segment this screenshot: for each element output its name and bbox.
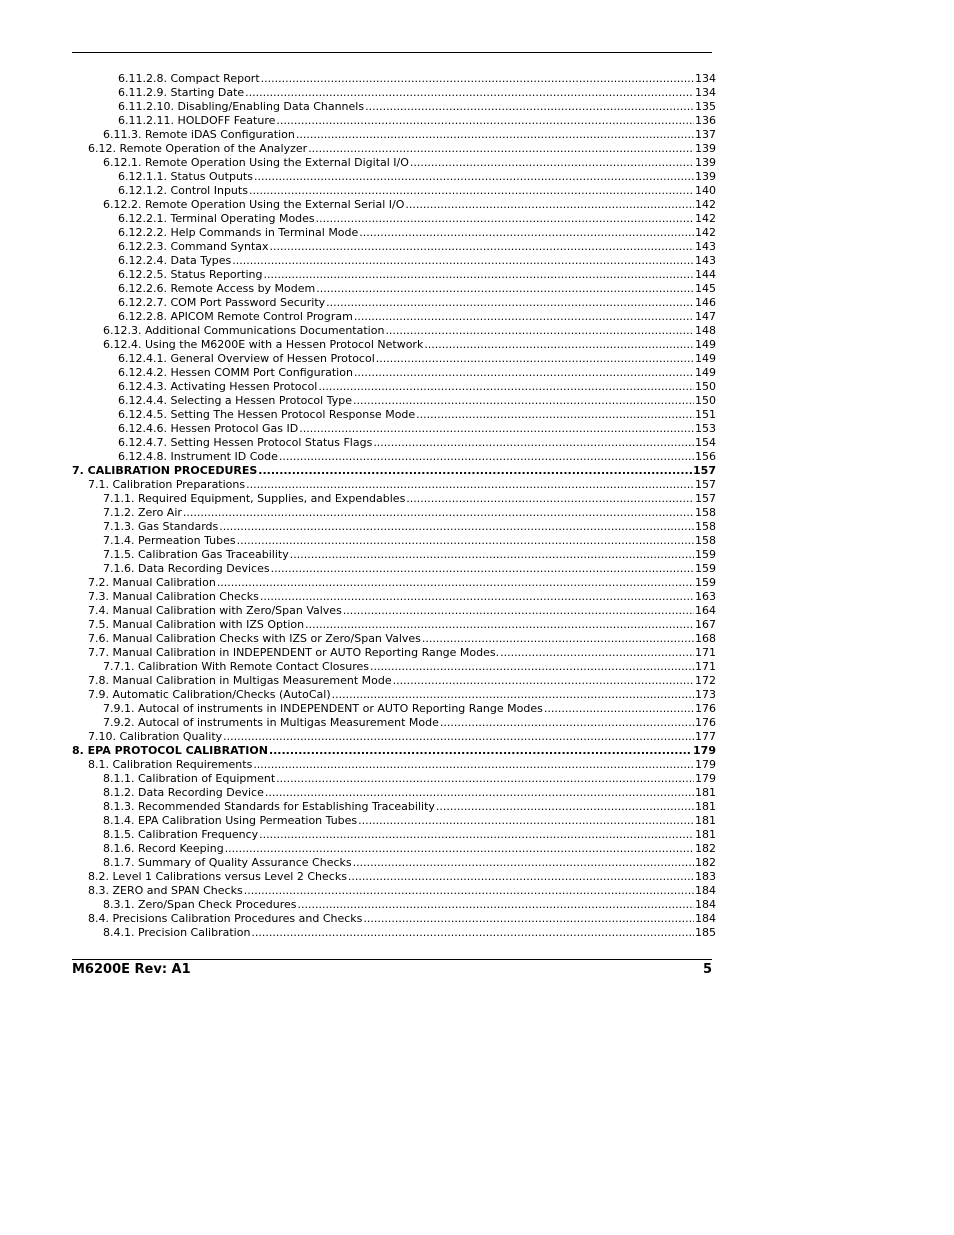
toc-entry-page: 142 (695, 198, 716, 211)
toc-dot-leader (296, 128, 694, 142)
toc-dot-leader (373, 436, 694, 450)
toc-entry[interactable] (72, 604, 716, 618)
toc-dot-leader (376, 352, 694, 366)
toc-entry[interactable] (72, 772, 716, 786)
toc-dot-leader (265, 786, 694, 800)
toc-entry-page: 139 (695, 142, 716, 155)
toc-entry[interactable] (72, 562, 716, 576)
toc-dot-leader (348, 870, 694, 884)
toc-entry-page: 181 (695, 786, 716, 799)
toc-dot-leader (261, 72, 694, 86)
footer-rule (72, 959, 712, 960)
toc-entry-page: 136 (695, 114, 716, 127)
toc-entry-page: 139 (695, 156, 716, 169)
toc-entry[interactable] (72, 100, 716, 114)
toc-dot-leader (308, 142, 694, 156)
toc-entry-title: 6.12.4.1. General Overview of Hessen Protocol (118, 352, 375, 365)
toc-entry[interactable] (72, 324, 716, 338)
toc-dot-leader (271, 562, 694, 576)
toc-entry-page: 181 (695, 828, 716, 841)
toc-entry[interactable] (72, 688, 716, 702)
toc-entry[interactable] (72, 492, 716, 506)
toc-dot-leader (358, 814, 694, 828)
toc-entry[interactable] (72, 926, 716, 940)
toc-entry-page: 177 (695, 730, 716, 743)
toc-entry[interactable] (72, 366, 716, 380)
toc-dot-leader (359, 226, 694, 240)
toc-entry-title: 8.1.6. Record Keeping (103, 842, 224, 855)
toc-entry[interactable] (72, 744, 716, 758)
toc-entry[interactable] (72, 408, 716, 422)
toc-entry-page: 159 (695, 576, 716, 589)
toc-entry-title: 6.11.3. Remote iDAS Configuration (103, 128, 295, 141)
toc-entry-page: 140 (695, 184, 716, 197)
toc-entry-title: 6.11.2.10. Disabling/Enabling Data Channels (118, 100, 365, 113)
toc-entry-page: 149 (695, 338, 716, 351)
toc-entry[interactable] (72, 534, 716, 548)
toc-entry-title: 7.7. Manual Calibration in INDEPENDENT or AUTO Reporting Range Modes. (88, 646, 500, 659)
toc-entry-page: 179 (693, 744, 716, 757)
toc-dot-leader (269, 744, 692, 758)
toc-entry-page: 158 (695, 506, 716, 519)
toc-entry[interactable] (72, 268, 716, 282)
toc-entry[interactable] (72, 156, 716, 170)
toc-entry-page: 164 (695, 604, 716, 617)
toc-entry[interactable] (72, 590, 716, 604)
toc-dot-leader (370, 660, 694, 674)
toc-entry-title: 6.12.2.7. COM Port Password Security (118, 296, 326, 309)
toc-entry-page: 176 (695, 702, 716, 715)
toc-entry-title: 7.3. Manual Calibration Checks (88, 590, 259, 603)
toc-entry[interactable] (72, 422, 716, 436)
toc-dot-leader (353, 856, 694, 870)
toc-entry-page: 153 (695, 422, 716, 435)
toc-entry-page: 182 (695, 842, 716, 855)
toc-entry-page: 183 (695, 870, 716, 883)
toc-dot-leader (290, 548, 694, 562)
toc-entry-page: 149 (695, 352, 716, 365)
toc-entry-title: 6.12.3. Additional Communications Documentation (103, 324, 385, 337)
toc-entry-page: 148 (695, 324, 716, 337)
toc-dot-leader (406, 492, 694, 506)
toc-dot-leader (343, 604, 694, 618)
toc-entry[interactable] (72, 142, 716, 156)
toc-dot-leader (416, 408, 694, 422)
toc-entry[interactable] (72, 464, 716, 478)
toc-dot-leader (251, 926, 694, 940)
toc-entry-page: 147 (695, 310, 716, 323)
toc-entry[interactable] (72, 674, 716, 688)
header-rule (72, 52, 712, 53)
toc-entry[interactable] (72, 380, 716, 394)
toc-dot-leader (440, 716, 694, 730)
toc-dot-leader (436, 800, 694, 814)
toc-dot-leader (254, 170, 694, 184)
toc-entry-title: 7. CALIBRATION PROCEDURES (72, 464, 258, 477)
toc-entry[interactable] (72, 240, 716, 254)
toc-entry-title: 7.1.5. Calibration Gas Traceability (103, 548, 289, 561)
toc-entry-page: 142 (695, 226, 716, 239)
toc-dot-leader (316, 212, 694, 226)
toc-entry-page: 179 (695, 772, 716, 785)
toc-entry[interactable] (72, 800, 716, 814)
toc-entry-page: 171 (695, 660, 716, 673)
toc-entry-page: 137 (695, 128, 716, 141)
toc-entry-page: 134 (695, 86, 716, 99)
toc-entry-page: 151 (695, 408, 716, 421)
toc-entry-title: 7.9.1. Autocal of instruments in INDEPENDENT or AUTO Reporting Range Modes (103, 702, 543, 715)
footer-document-id: M6200E Rev: A1 (72, 962, 191, 977)
toc-entry[interactable] (72, 254, 716, 268)
toc-entry-title: 7.7.1. Calibration With Remote Contact Closures (103, 660, 369, 673)
toc-entry-page: 184 (695, 884, 716, 897)
toc-entry-title: 7.8. Manual Calibration in Multigas Measurement Mode (88, 674, 392, 687)
toc-entry-title: 6.12.2.8. APICOM Remote Control Program (118, 310, 353, 323)
toc-entry-title: 8.1.3. Recommended Standards for Establishing Traceability (103, 800, 435, 813)
toc-entry-title: 8.4. Precisions Calibration Procedures and Checks (88, 912, 363, 925)
toc-dot-leader (246, 478, 694, 492)
toc-entry-title: 7.4. Manual Calibration with Zero/Span Valves (88, 604, 342, 617)
toc-dot-leader (270, 240, 694, 254)
toc-entry-title: 6.12.4.4. Selecting a Hessen Protocol Type (118, 394, 352, 407)
toc-entry-page: 150 (695, 394, 716, 407)
toc-dot-leader (299, 422, 694, 436)
toc-entry[interactable] (72, 828, 716, 842)
toc-dot-leader (276, 772, 694, 786)
toc-entry-title: 6.11.2.9. Starting Date (118, 86, 245, 99)
toc-entry[interactable] (72, 520, 716, 534)
toc-entry-title: 7.1.1. Required Equipment, Supplies, and Expendables (103, 492, 406, 505)
toc-entry-title: 8.1.1. Calibration of Equipment (103, 772, 276, 785)
toc-dot-leader (249, 184, 694, 198)
toc-dot-leader (422, 632, 694, 646)
toc-entry-title: 8.1. Calibration Requirements (88, 758, 253, 771)
toc-entry-title: 8.1.4. EPA Calibration Using Permeation Tubes (103, 814, 358, 827)
toc-entry[interactable] (72, 912, 716, 926)
toc-entry-title: 6.12.4. Using the M6200E with a Hessen Protocol Network (103, 338, 424, 351)
toc-entry-title: 6.12.2.4. Data Types (118, 254, 232, 267)
toc-dot-leader (410, 156, 694, 170)
toc-entry-title: 6.12.2.6. Remote Access by Modem (118, 282, 316, 295)
toc-entry[interactable] (72, 870, 716, 884)
toc-entry-page: 135 (695, 100, 716, 113)
toc-entry[interactable] (72, 618, 716, 632)
toc-dot-leader (354, 366, 694, 380)
toc-entry-title: 6.12.4.8. Instrument ID Code (118, 450, 278, 463)
toc-entry-page: 142 (695, 212, 716, 225)
toc-dot-leader (316, 282, 694, 296)
toc-entry-page: 173 (695, 688, 716, 701)
toc-dot-leader (405, 198, 694, 212)
toc-entry-page: 168 (695, 632, 716, 645)
toc-dot-leader (260, 590, 694, 604)
toc-entry[interactable] (72, 226, 716, 240)
toc-entry[interactable] (72, 352, 716, 366)
toc-entry[interactable] (72, 758, 716, 772)
toc-entry-page: 143 (695, 254, 716, 267)
toc-entry-title: 8.4.1. Precision Calibration (103, 926, 251, 939)
toc-entry[interactable] (72, 478, 716, 492)
toc-entry[interactable] (72, 296, 716, 310)
toc-entry-title: 8.1.7. Summary of Quality Assurance Checks (103, 856, 352, 869)
toc-entry[interactable] (72, 86, 716, 100)
toc-dot-leader (219, 520, 694, 534)
toc-entry-page: 159 (695, 562, 716, 575)
table-of-contents (72, 72, 716, 940)
toc-entry[interactable] (72, 660, 716, 674)
toc-entry[interactable] (72, 310, 716, 324)
toc-entry-page: 150 (695, 380, 716, 393)
toc-entry-page: 184 (695, 912, 716, 925)
toc-entry-page: 139 (695, 170, 716, 183)
footer-page-number: 5 (702, 962, 712, 977)
toc-dot-leader (237, 534, 694, 548)
toc-entry-title: 8. EPA PROTOCOL CALIBRATION (72, 744, 268, 757)
toc-entry-page: 181 (695, 814, 716, 827)
toc-entry[interactable] (72, 702, 716, 716)
toc-entry[interactable] (72, 548, 716, 562)
toc-entry-title: 6.12.1.1. Status Outputs (118, 170, 253, 183)
toc-dot-leader (244, 884, 694, 898)
toc-entry-title: 7.10. Calibration Quality (88, 730, 223, 743)
toc-entry-title: 7.6. Manual Calibration Checks with IZS or Zero/Span Valves (88, 632, 421, 645)
toc-dot-leader (353, 394, 694, 408)
toc-entry[interactable] (72, 730, 716, 744)
toc-entry-title: 6.12.2.3. Command Syntax (118, 240, 269, 253)
toc-entry-title: 6.12.1.2. Control Inputs (118, 184, 248, 197)
toc-dot-leader (279, 450, 694, 464)
toc-dot-leader (393, 674, 694, 688)
toc-entry-title: 6.12.4.3. Activating Hessen Protocol (118, 380, 318, 393)
toc-entry[interactable] (72, 576, 716, 590)
toc-entry-title: 7.9. Automatic Calibration/Checks (AutoCal) (88, 688, 331, 701)
toc-entry[interactable] (72, 338, 716, 352)
toc-entry[interactable] (72, 506, 716, 520)
toc-entry-title: 6.12.4.6. Hessen Protocol Gas ID (118, 422, 299, 435)
toc-entry-page: 176 (695, 716, 716, 729)
toc-entry-page: 158 (695, 520, 716, 533)
toc-entry-title: 7.9.2. Autocal of instruments in Multigas Measurement Mode (103, 716, 439, 729)
toc-entry[interactable] (72, 184, 716, 198)
toc-entry[interactable] (72, 170, 716, 184)
toc-dot-leader (424, 338, 694, 352)
toc-entry-title: 6.11.2.11. HOLDOFF Feature (118, 114, 276, 127)
toc-entry-page: 157 (695, 492, 716, 505)
toc-entry[interactable] (72, 198, 716, 212)
toc-entry[interactable] (72, 436, 716, 450)
toc-entry-title: 7.1.4. Permeation Tubes (103, 534, 236, 547)
toc-entry[interactable] (72, 212, 716, 226)
toc-dot-leader (385, 324, 694, 338)
toc-entry-page: 144 (695, 268, 716, 281)
toc-entry-page: 167 (695, 618, 716, 631)
toc-entry-page: 154 (695, 436, 716, 449)
toc-entry-page: 157 (693, 464, 716, 477)
toc-dot-leader (298, 898, 694, 912)
toc-dot-leader (258, 464, 692, 478)
toc-entry-page: 171 (695, 646, 716, 659)
toc-entry-page: 156 (695, 450, 716, 463)
toc-entry-title: 6.12. Remote Operation of the Analyzer (88, 142, 308, 155)
toc-entry[interactable] (72, 632, 716, 646)
toc-entry-title: 7.2. Manual Calibration (88, 576, 216, 589)
toc-dot-leader (245, 86, 694, 100)
toc-entry-page: 158 (695, 534, 716, 547)
toc-entry-title: 6.11.2.8. Compact Report (118, 72, 260, 85)
toc-entry-page: 134 (695, 72, 716, 85)
toc-dot-leader (223, 730, 694, 744)
toc-entry-title: 8.1.5. Calibration Frequency (103, 828, 259, 841)
toc-dot-leader (365, 100, 694, 114)
toc-dot-leader (183, 506, 694, 520)
toc-entry-title: 6.12.2.5. Status Reporting (118, 268, 263, 281)
toc-dot-leader (544, 702, 694, 716)
toc-entry-title: 6.12.4.5. Setting The Hessen Protocol Response Mode (118, 408, 416, 421)
toc-entry-page: 184 (695, 898, 716, 911)
toc-entry[interactable] (72, 646, 716, 660)
toc-entry-page: 157 (695, 478, 716, 491)
toc-dot-leader (259, 828, 694, 842)
toc-entry[interactable] (72, 394, 716, 408)
toc-entry[interactable] (72, 898, 716, 912)
toc-entry-title: 7.1.2. Zero Air (103, 506, 182, 519)
toc-entry-title: 7.1. Calibration Preparations (88, 478, 246, 491)
toc-entry-title: 6.12.4.7. Setting Hessen Protocol Status Flags (118, 436, 373, 449)
toc-dot-leader (354, 310, 694, 324)
toc-dot-leader (264, 268, 695, 282)
toc-entry-title: 8.3. ZERO and SPAN Checks (88, 884, 243, 897)
toc-entry-page: 146 (695, 296, 716, 309)
toc-entry-title: 8.3.1. Zero/Span Check Procedures (103, 898, 297, 911)
toc-entry[interactable] (72, 856, 716, 870)
toc-dot-leader (318, 380, 694, 394)
toc-dot-leader (217, 576, 694, 590)
toc-entry-title: 6.12.1. Remote Operation Using the External Digital I/O (103, 156, 409, 169)
toc-entry-title: 6.12.2.1. Terminal Operating Modes (118, 212, 315, 225)
toc-dot-leader (225, 842, 694, 856)
toc-entry[interactable] (72, 884, 716, 898)
toc-dot-leader (500, 646, 694, 660)
toc-dot-leader (232, 254, 694, 268)
toc-dot-leader (253, 758, 694, 772)
toc-entry[interactable] (72, 814, 716, 828)
toc-dot-leader (305, 618, 694, 632)
toc-dot-leader (326, 296, 694, 310)
toc-entry-page: 145 (695, 282, 716, 295)
toc-entry-title: 6.12.4.2. Hessen COMM Port Configuration (118, 366, 353, 379)
toc-entry[interactable] (72, 128, 716, 142)
toc-entry-page: 159 (695, 548, 716, 561)
toc-entry-title: 6.12.2.2. Help Commands in Terminal Mode (118, 226, 359, 239)
toc-entry-title: 8.1.2. Data Recording Device (103, 786, 264, 799)
toc-entry[interactable] (72, 72, 716, 86)
toc-dot-leader (332, 688, 694, 702)
toc-entry[interactable] (72, 716, 716, 730)
toc-entry-page: 172 (695, 674, 716, 687)
toc-entry-page: 179 (695, 758, 716, 771)
toc-entry-page: 182 (695, 856, 716, 869)
toc-entry[interactable] (72, 450, 716, 464)
toc-dot-leader (363, 912, 694, 926)
toc-entry-page: 149 (695, 366, 716, 379)
toc-entry[interactable] (72, 842, 716, 856)
toc-entry[interactable] (72, 114, 716, 128)
toc-entry-page: 143 (695, 240, 716, 253)
toc-entry-title: 7.1.3. Gas Standards (103, 520, 219, 533)
toc-entry-page: 163 (695, 590, 716, 603)
toc-dot-leader (276, 114, 694, 128)
toc-entry-title: 7.5. Manual Calibration with IZS Option (88, 618, 305, 631)
toc-entry-page: 185 (695, 926, 716, 939)
toc-entry[interactable] (72, 786, 716, 800)
toc-entry-title: 7.1.6. Data Recording Devices (103, 562, 270, 575)
toc-entry-title: 6.12.2. Remote Operation Using the External Serial I/O (103, 198, 405, 211)
toc-entry-title: 8.2. Level 1 Calibrations versus Level 2 Checks (88, 870, 347, 883)
toc-entry-page: 181 (695, 800, 716, 813)
toc-entry[interactable] (72, 282, 716, 296)
